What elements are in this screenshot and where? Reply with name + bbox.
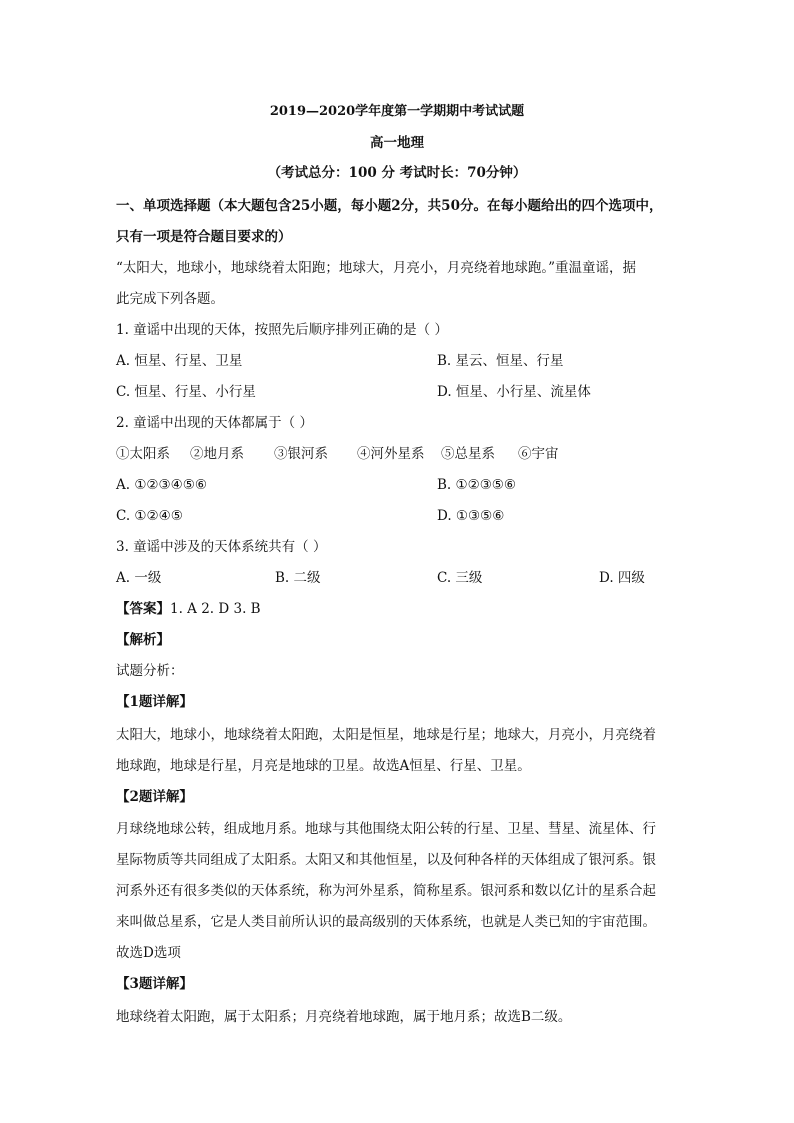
q3-option-d: D. 四级 (599, 570, 645, 586)
detail-2-text: 来叫做总星系，它是人类目前所认识的最高级别的天体系统，也就是人类已知的宇宙范围。 (116, 914, 656, 930)
detail-2-text: 河系外还有很多类似的天体系统，称为河外星系，简称星系。银河系和数以亿计的星系合起 (116, 883, 656, 899)
q3-option-a: A. 一级 (116, 570, 162, 586)
detail-3-label: 【3题详解】 (116, 976, 193, 992)
detail-1-text: 太阳大，地球小，地球绕着太阳跑，太阳是恒星，地球是行星；地球大，月亮小，月亮绕着 (116, 727, 656, 743)
q2-item: ④河外星系 (357, 446, 425, 462)
question-2-stem: 2. 童谣中出现的天体都属于（ ） (116, 415, 313, 431)
q2-item: ⑤总星系 (441, 446, 495, 462)
section-heading: 一、单项选择题（本大题包含25小题，每小题2分，共50分。在每小题给出的四个选项中， (116, 198, 663, 214)
q1-option-b: B. 星云、恒星、行星 (437, 353, 564, 369)
section-heading-cont: 只有一项是符合题目要求的） (116, 229, 292, 245)
detail-1-text: 地球跑，地球是行星，月亮是地球的卫星。故选A恒星、行星、卫星。 (116, 758, 531, 774)
q2-item: ③银河系 (274, 446, 328, 462)
passage-line: 此完成下列各题。 (116, 291, 224, 307)
question-1-stem: 1. 童谣中出现的天体，按照先后顺序排列正确的是（ ） (116, 322, 448, 338)
detail-1-label: 【1题详解】 (116, 694, 193, 710)
q2-item: ⑥宇宙 (518, 446, 559, 462)
detail-2-text: 月球绕地球公转，组成地月系。地球与其他围绕太阳公转的行星、卫星、彗星、流星体、行 (116, 821, 656, 837)
question-3-stem: 3. 童谣中涉及的天体系统共有（ ） (116, 539, 327, 555)
analysis-label: 【解析】 (116, 632, 170, 648)
q2-item: ①太阳系 (116, 446, 170, 462)
detail-2-text: 星际物质等共同组成了太阳系。太阳又和其他恒星，以及何种各样的天体组成了银河系。银 (116, 852, 656, 868)
q2-option-a: A. ①②③④⑤⑥ (116, 477, 207, 493)
q1-option-c: C. 恒星、行星、小行星 (116, 384, 256, 400)
detail-2-text: 故选D选项 (116, 945, 181, 961)
q2-item: ②地月系 (190, 446, 244, 462)
answer-row (116, 599, 261, 619)
exam-title: 2019—2020学年度第一学期期中考试试题 (269, 104, 525, 119)
q2-option-b: B. ①②③⑤⑥ (437, 477, 517, 493)
passage-line: “太阳大，地球小，地球绕着太阳跑；地球大，月亮小，月亮绕着地球跑。”重温童谣，据 (116, 260, 637, 276)
q3-option-b: B. 二级 (275, 570, 321, 586)
subject-title: 高一地理 (370, 135, 424, 151)
exam-info: （考试总分：100 分 考试时长：70分钟） (267, 165, 527, 181)
answer-label: 【答案】 (116, 601, 170, 617)
analysis-intro: 试题分析： (116, 663, 184, 679)
answer-values: 1. A 2. D 3. B (170, 601, 261, 617)
detail-3-text: 地球绕着太阳跑，属于太阳系；月亮绕着地球跑，属于地月系；故选B二级。 (116, 1009, 572, 1025)
q1-option-a: A. 恒星、行星、卫星 (116, 353, 243, 369)
q2-option-d: D. ①③⑤⑥ (437, 508, 505, 524)
q1-option-d: D. 恒星、小行星、流星体 (437, 384, 591, 400)
q2-option-c: C. ①②④⑤ (116, 508, 183, 524)
q3-option-c: C. 三级 (437, 570, 483, 586)
detail-2-label: 【2题详解】 (116, 789, 193, 805)
